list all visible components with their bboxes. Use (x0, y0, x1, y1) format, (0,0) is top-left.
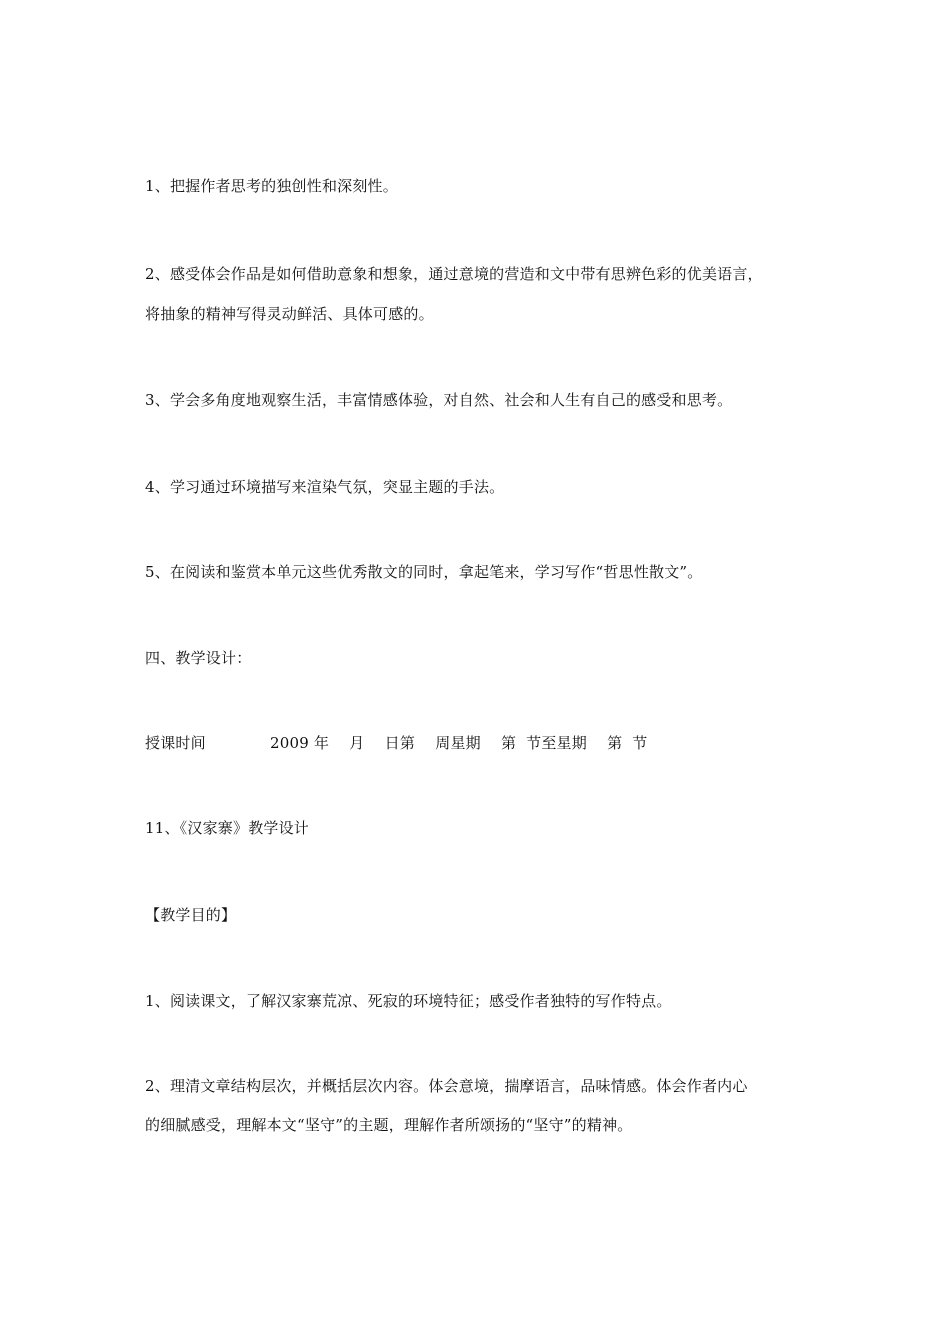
objective-4: 4、学习通过环境描写来渲染气氛，突显主题的手法。 (145, 478, 505, 496)
goal-1: 1、阅读课文，了解汉家寨荒凉、死寂的环境特征；感受作者独特的写作特点。 (145, 992, 672, 1010)
section-heading: 四、教学设计： (145, 649, 252, 667)
objective-5: 5、在阅读和鉴赏本单元这些优秀散文的同时，拿起笔来，学习写作“哲思性散文”。 (145, 563, 703, 581)
schedule-row (145, 733, 647, 753)
objective-2-line-1: 2、感受体会作品是如何借助意象和想象，通过意境的营造和文中带有思辨色彩的优美语言， (145, 265, 763, 283)
goal-2-line-2: 的细腻感受，理解本文“坚守”的主题，理解作者所颂扬的“坚守”的精神。 (145, 1116, 633, 1134)
objective-3: 3、学会多角度地观察生活，丰富情感体验，对自然、社会和人生有自己的感受和思考。 (145, 391, 733, 409)
objective-1: 1、把握作者思考的独创性和深刻性。 (145, 177, 398, 195)
schedule-label: 授课时间 (145, 734, 206, 752)
lesson-title: 11、《汉家寨》教学设计 (145, 819, 309, 837)
schedule-value: 2009 年 月 日第 周星期 第 节至星期 第 节 (270, 734, 648, 752)
goal-heading: 【教学目的】 (145, 906, 237, 924)
goal-2-line-1: 2、理清文章结构层次，并概括层次内容。体会意境，揣摩语言，品味情感。体会作者内心 (145, 1077, 748, 1095)
objective-2-line-2: 将抽象的精神写得灵动鲜活、具体可感的。 (145, 305, 434, 323)
